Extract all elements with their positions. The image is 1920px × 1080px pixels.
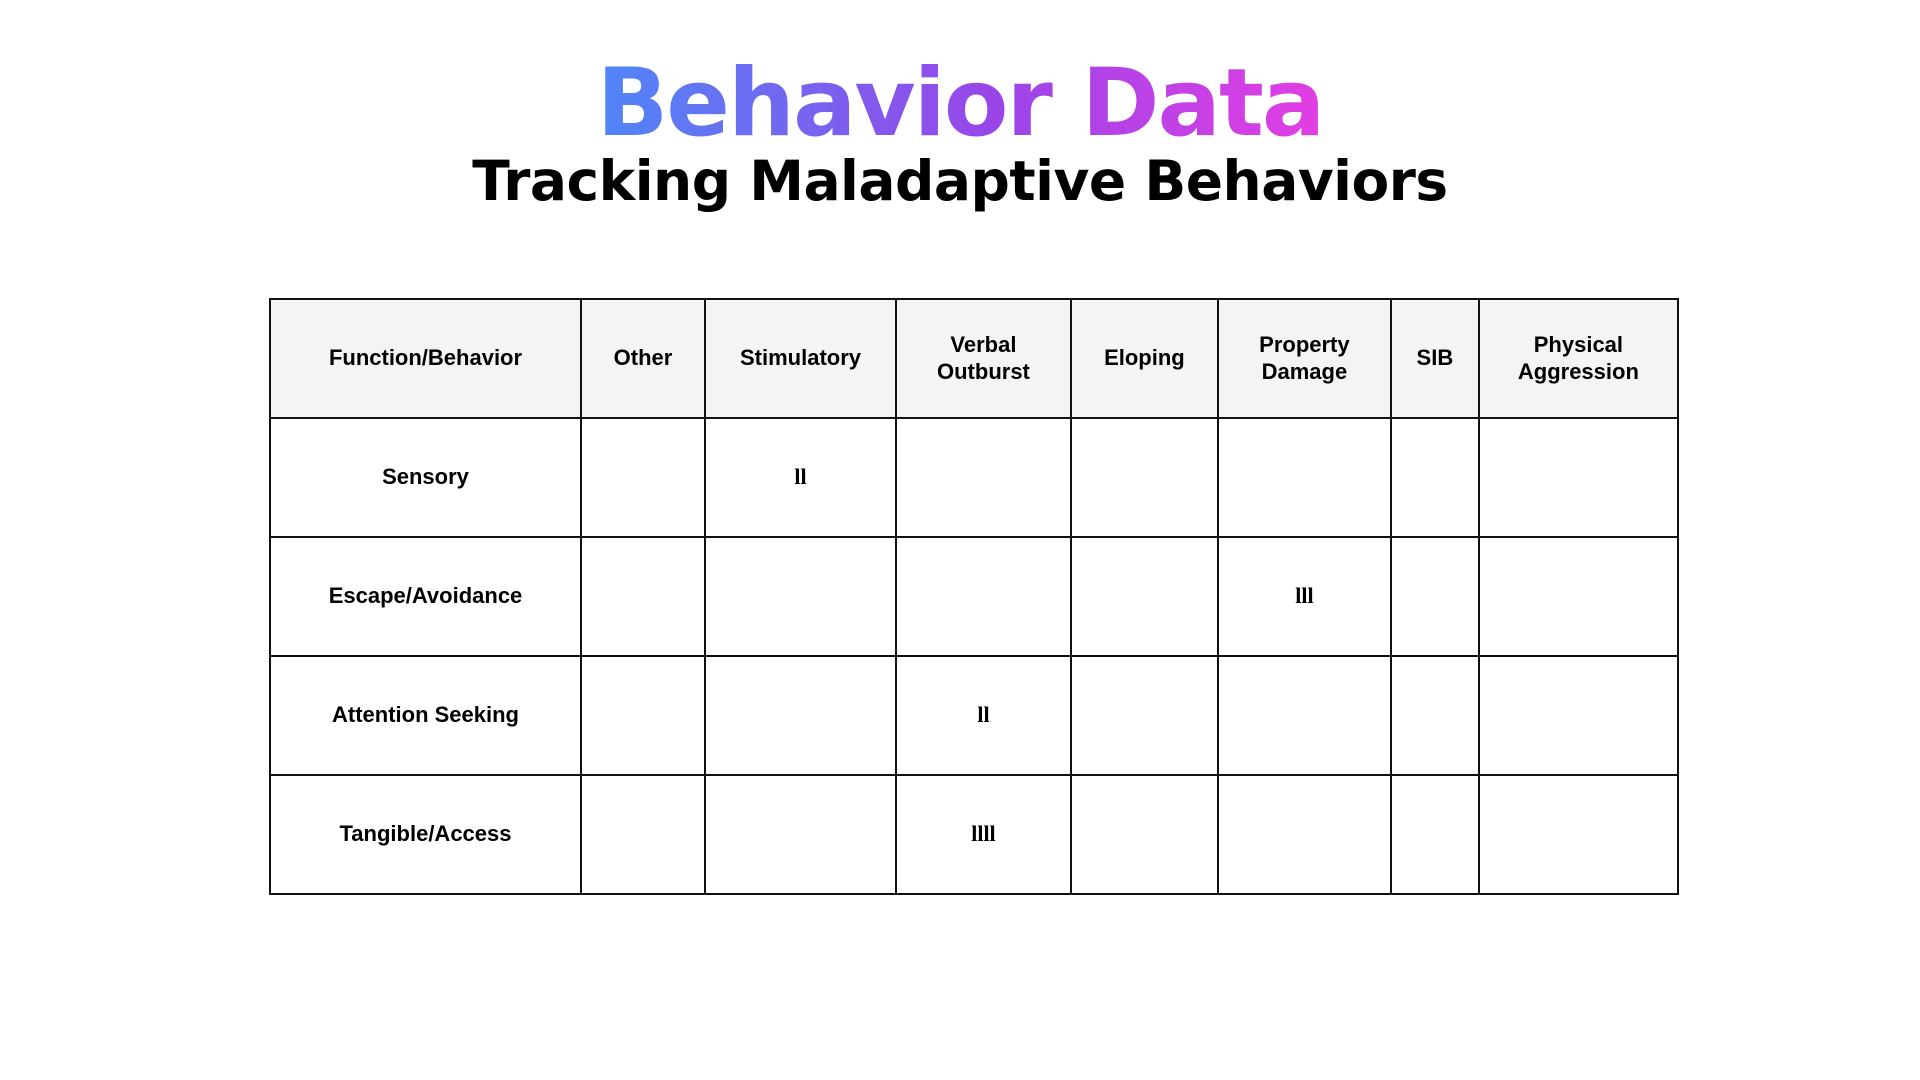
row-label-tangible-access: Tangible/Access [270, 775, 581, 894]
cell-tangible-eloping[interactable] [1071, 775, 1218, 894]
table-row [270, 656, 1678, 775]
table-row [270, 418, 1678, 537]
cell-tangible-sib[interactable] [1391, 775, 1479, 894]
cell-attention-other[interactable] [581, 656, 705, 775]
cell-tangible-verbal-outburst[interactable] [896, 775, 1071, 894]
cell-escape-eloping[interactable] [1071, 537, 1218, 656]
cell-attention-physical-aggression[interactable] [1479, 656, 1678, 775]
cell-sensory-sib[interactable] [1391, 418, 1479, 537]
behavior-table [269, 298, 1679, 895]
tally-mark: ll [977, 702, 990, 728]
cell-sensory-property-damage[interactable] [1218, 418, 1391, 537]
cell-escape-physical-aggression[interactable] [1479, 537, 1678, 656]
row-label-attention-seeking: Attention Seeking [270, 656, 581, 775]
table-header [270, 299, 1678, 418]
header-row [270, 299, 1678, 418]
cell-escape-sib[interactable] [1391, 537, 1479, 656]
page-title: Behavior Data [596, 49, 1324, 158]
header-eloping: Eloping [1071, 299, 1218, 418]
tally-mark: llll [971, 821, 996, 847]
cell-sensory-stimulatory[interactable] [705, 418, 896, 537]
header-verbal-outburst: Verbal Outburst [896, 299, 1071, 418]
header-stimulatory: Stimulatory [705, 299, 896, 418]
cell-tangible-other[interactable] [581, 775, 705, 894]
row-label-escape-avoidance: Escape/Avoidance [270, 537, 581, 656]
header-sib: SIB [1391, 299, 1479, 418]
cell-sensory-eloping[interactable] [1071, 418, 1218, 537]
header-other: Other [581, 299, 705, 418]
cell-sensory-other[interactable] [581, 418, 705, 537]
cell-escape-property-damage[interactable] [1218, 537, 1391, 656]
cell-attention-sib[interactable] [1391, 656, 1479, 775]
cell-attention-verbal-outburst[interactable] [896, 656, 1071, 775]
cell-sensory-verbal-outburst[interactable] [896, 418, 1071, 537]
cell-attention-stimulatory[interactable] [705, 656, 896, 775]
table-row [270, 775, 1678, 894]
tally-mark: ll [794, 464, 807, 490]
tally-mark: lll [1295, 583, 1314, 609]
behavior-table-container [269, 298, 1679, 895]
cell-attention-eloping[interactable] [1071, 656, 1218, 775]
table-row [270, 537, 1678, 656]
page-subtitle: Tracking Maladaptive Behaviors [472, 149, 1448, 213]
header-physical-aggression: Physical Aggression [1479, 299, 1678, 418]
header-property-damage: Property Damage [1218, 299, 1391, 418]
header-function-behavior: Function/Behavior [270, 299, 581, 418]
cell-tangible-physical-aggression[interactable] [1479, 775, 1678, 894]
cell-escape-other[interactable] [581, 537, 705, 656]
cell-escape-stimulatory[interactable] [705, 537, 896, 656]
title-container [0, 49, 1920, 158]
table-body [270, 418, 1678, 894]
row-label-sensory: Sensory [270, 418, 581, 537]
cell-escape-verbal-outburst[interactable] [896, 537, 1071, 656]
cell-attention-property-damage[interactable] [1218, 656, 1391, 775]
cell-sensory-physical-aggression[interactable] [1479, 418, 1678, 537]
cell-tangible-property-damage[interactable] [1218, 775, 1391, 894]
cell-tangible-stimulatory[interactable] [705, 775, 896, 894]
